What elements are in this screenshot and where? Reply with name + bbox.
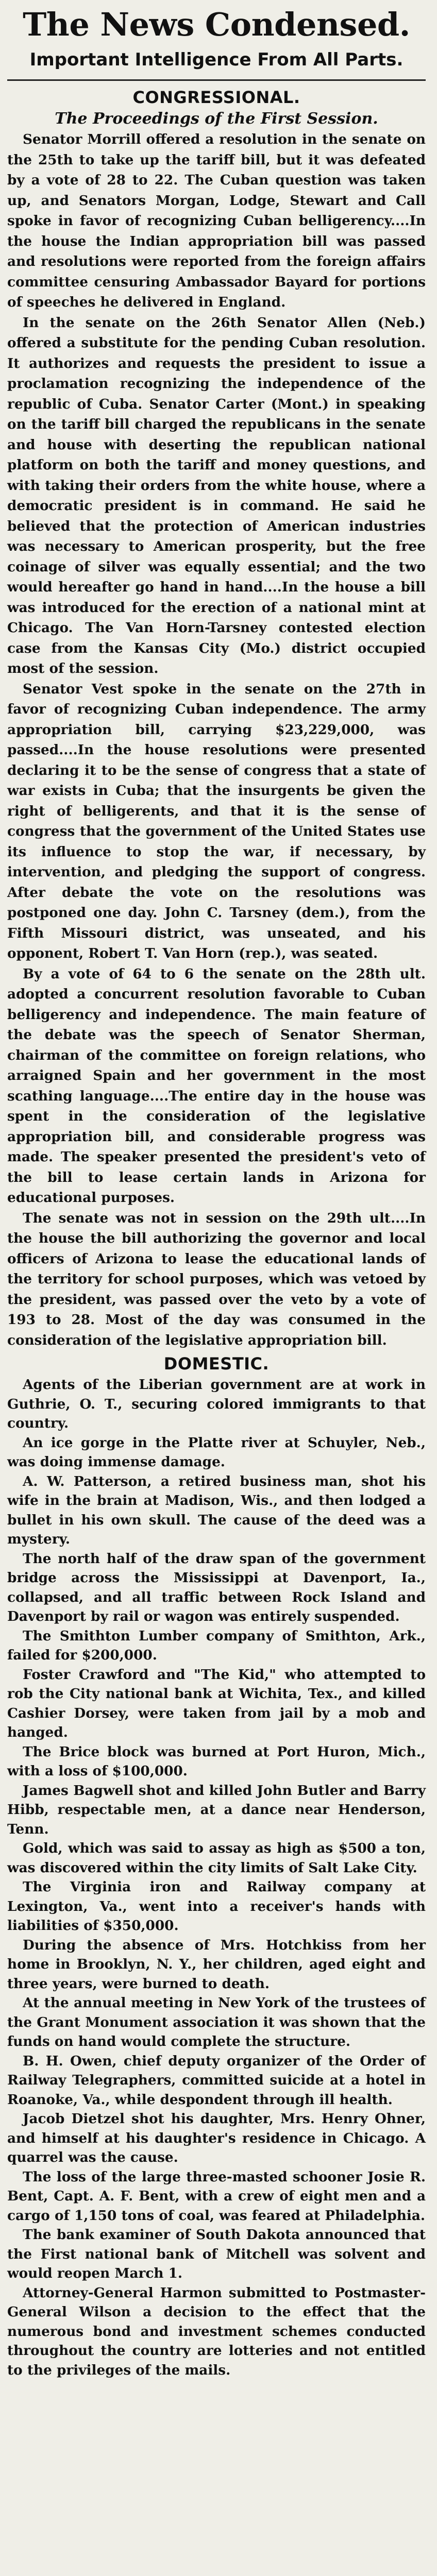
domestic-paragraph: An ice gorge in the Platte river at Schuyler, Neb., was doing immense damage. — [7, 1434, 426, 1470]
divider — [7, 79, 426, 81]
subheadline: Important Intelligence From All Parts. — [29, 49, 404, 70]
domestic-paragraph: At the annual meeting in New York of the trustees of the Grant Monument association it was shown that the funds on hand would complete the structure. — [7, 1995, 426, 2049]
congress-paragraph: Senator Vest spoke in the senate on the 27th in favor of recognizing Cuban independence. The army appropriation bill, carrying $23,229,000, was passed....In the house resolutions were presented declaring it to be the sense of congress that a state of war exists in Cuba; that the insurgents be given the right of belligerents, and that it is the sense of congress that the government of the United States use its influence to stop the war, if necessary, by intervention, and pledging the support of congress. After debate the vote on the resolutions was postponed one day. John C. Tarsney (dem.), from the Fifth Missouri district, was unseated, and his opponent, Robert T. Van Horn (rep.), was seated. — [7, 681, 426, 961]
congress-section — [7, 86, 426, 1350]
congress-heading: CONGRESSIONAL. — [132, 88, 300, 107]
domestic-section — [7, 1352, 426, 2380]
congress-paragraph: Senator Morrill offered a resolution in the senate on the 25th to take up the tariff bill, but it was defeated by a vote of 28 to 22. The Cuban question was taken up, and Senators Morgan, Lodge, Stewart and Call spoke in favor of recognizing Cuban belligerency....In the house the Indian appropriation bill was passed and resolutions were reported from the foreign affairs committee censuring Ambassador Bayard for portions of speeches he delivered in England. — [7, 131, 426, 310]
domestic-paragraph: James Bagwell shot and killed John Butler and Barry Hibb, respectable men, at a dance near Henderson, Tenn. — [7, 1782, 426, 1837]
congress-paragraph: In the senate on the 26th Senator Allen (Neb.) offered a substitute for the pending Cuban resolution. It authorizes and requests the president to issue a proclamation recognizing the independence of the republic of Cuba. Senator Carter (Mont.) in speaking on the tariff bill charged the republicans in the senate and house with deserting the republican national platform on both the tariff and money questions, and with taking their orders from the white house, where a democratic president is in command. He said he believed that the protection of American industries was necessary to American prosperity, but the free coinage of silver was equally essential; and the two would hereafter go hand in hand....In the house a bill was introduced for the erection of a national mint at Chicago. The Van Horn-Tarsney contested election case from the Kansas City (Mo.) district occupied most of the session. — [7, 314, 426, 676]
domestic-paragraph: The Smithton Lumber company of Smithton, Ark., failed for $200,000. — [7, 1628, 426, 1663]
domestic-paragraph: B. H. Owen, chief deputy organizer of the Order of Railway Telegraphers, committed suicide at a hotel in Roanoke, Va., while despondent through ill health. — [7, 2053, 426, 2108]
domestic-paragraph: Attorney-General Harmon submitted to Postmaster-General Wilson a decision to the effect that the numerous bond and investment schemes conducted throughout the country are lotteries and not entitled to the privileges of the mails. — [7, 2284, 426, 2378]
congress-paragraph: The senate was not in session on the 29th ult....In the house the bill authorizing the governor and local officers of Arizona to lease the educational lands of the territory for school purposes, which was vetoed by the president, was passed over the veto by a vote of 193 to 28. Most of the day was consumed in the consideration of the legislative appropriation bill. — [7, 1210, 426, 1348]
domestic-paragraph: The Brice block was burned at Port Huron, Mich., with a loss of $100,000. — [7, 1743, 426, 1779]
domestic-paragraph: The loss of the large three-masted schooner Josie R. Bent, Capt. A. F. Bent, with a crew of eight men and a cargo of 1,150 tons of coal, was feared at Philadelphia. — [7, 2168, 426, 2224]
domestic-paragraph: The north half of the draw span of the government bridge across the Mississippi at Davenport, Ia., collapsed, and all traffic between Rock Island and Davenport by rail or wagon was entirely suspended. — [7, 1550, 426, 1624]
domestic-paragraph: During the absence of Mrs. Hotchkiss from her home in Brooklyn, N. Y., her children, aged eight and three years, were burned to death. — [7, 1937, 426, 1992]
domestic-heading: DOMESTIC. — [163, 1354, 270, 1374]
domestic-paragraph: A. W. Patterson, a retired business man, shot his wife in the brain at Madison, Wis., and then lodged a bullet in his own skull. The cause of the deed was a mystery. — [7, 1473, 426, 1547]
headline: The News Condensed. — [23, 6, 410, 43]
domestic-paragraph: Gold, which was said to assay as high as $500 a ton, was discovered within the city limits of Salt Lake City. — [7, 1840, 426, 1876]
domestic-paragraph: Agents of the Liberian government are at work in Guthrie, O. T., securing colored immigrants to that country. — [7, 1377, 426, 1431]
congress-subheading: The Proceedings of the First Session. — [55, 110, 378, 128]
domestic-paragraph: The Virginia iron and Railway company at Lexington, Va., went into a receiver's hands with liabilities of $350,000. — [7, 1879, 426, 1934]
domestic-paragraph: Foster Crawford and "The Kid," who attempted to rob the City national bank at Wichita, Tex., and killed Cashier Dorsey, were taken from jail by a mob and hanged. — [7, 1666, 426, 1740]
domestic-paragraph: The bank examiner of South Dakota announced that the First national bank of Mitchell was solvent and would reopen March 1. — [7, 2227, 426, 2281]
congress-paragraph: By a vote of 64 to 6 the senate on the 28th ult. adopted a concurrent resolution favorable to Cuban belligerency and independence. The main feature of the debate was the speech of Senator Sherman, chairman of the committee on foreign relations, who arraigned Spain and her government in the most scathing language....The entire day in the house was spent in the consideration of the legislative appropriation bill, and considerable progress was made. The speaker presented the president's veto of the bill to lease certain lands in Arizona for educational purposes. — [7, 965, 426, 1206]
domestic-paragraph: Jacob Dietzel shot his daughter, Mrs. Henry Ohner, and himself at his daughter's residence in Chicago. A quarrel was the cause. — [7, 2111, 426, 2165]
